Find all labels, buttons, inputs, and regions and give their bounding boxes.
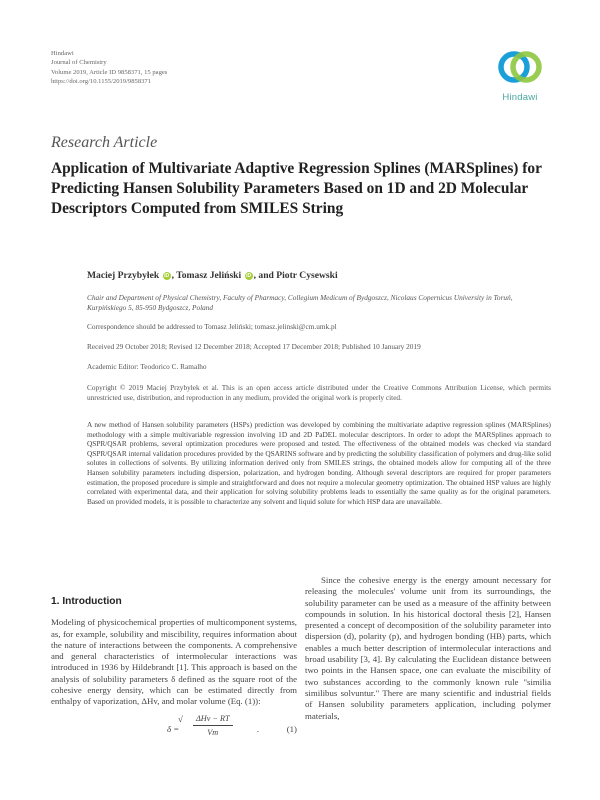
right-column [305, 575, 551, 722]
author-list [87, 270, 338, 281]
left-column [51, 596, 297, 748]
copyright-notice: Copyright © 2019 Maciej Przybyłek et al. This is an open access article distributed under the Creative Commons Attribution License, which permits unrestricted use, distribution, and reproduction in any medium, provided the original work is properly cited. [87, 383, 551, 403]
author-name[interactable]: Maciej Przybyłek [87, 270, 160, 281]
equation-numerator: ΔHv − RT [193, 713, 233, 726]
hindawi-rings-icon [496, 47, 544, 87]
orcid-icon[interactable]: iD [246, 273, 252, 279]
equation-lhs: δ = [167, 723, 180, 734]
author-name[interactable]: Piotr Cysewski [276, 270, 338, 281]
equation-fraction [193, 713, 233, 739]
hindawi-logo [496, 47, 544, 105]
affiliation: Chair and Department of Physical Chemistry, Faculty of Pharmacy, Collegium Medicum of Bydgoszcz, Nicolaus Copernicus University in Toruń, Kurpińskiego 5, 85-950 Bydgoszcz, Poland [87, 293, 513, 313]
academic-editor: Academic Editor: Teodorico C. Ramalho [87, 362, 207, 371]
doi-link[interactable]: https://doi.org/10.1155/2019/9858371 [51, 77, 152, 85]
equation-number: (1) [286, 723, 297, 734]
journal-name: Journal of Chemistry [51, 59, 107, 67]
correspondence: Correspondence should be addressed to Tomasz Jeliński; tomasz.jelinski@cm.umk.pl [87, 322, 337, 331]
volume-info: Volume 2019, Article ID 9858371, 15 pages [51, 68, 168, 76]
equation-punctuation: . [257, 723, 260, 734]
publication-dates: Received 29 October 2018; Revised 12 December 2018; Accepted 17 December 2018; Published 10 January 2019 [87, 342, 421, 351]
author-separator: , [171, 270, 177, 281]
article-title: Application of Multivariate Adaptive Regression Splines (MARSplines) for Predicting Hansen Solubility Parameters Based on 1D and 2D Molecular Descriptors Computed from SMILES String [51, 160, 542, 218]
sqrt-symbol: √ [178, 713, 183, 724]
equation-1 [51, 712, 297, 748]
journal-meta [51, 49, 167, 86]
article-type: Research Article [51, 134, 158, 151]
abstract: A new method of Hansen solubility parameters (HSPs) prediction was developed by combining the multivariate adaptive regression splines (MARSplines) methodology with a simple multivariable regression involving 1D and 2D PaDEL molecular descriptors. In order to adopt the MARSplines approach to QSPR/QSAR problems, several optimization procedures were proposed and tested. The effectiveness of the obtained models was checked via standard QSPR/QSAR internal validation procedures provided by the QSARINS software and by predicting the solubility classification of polymers and drug-like solid solutes in collections of solvents. By utilizing information derived only from SMILES strings, the obtained models allow for computing all of the three Hansen solubility parameters including dispersion, polarization, and hydrogen bonding. Although several descriptors are required for proper parameters estimation, the proposed procedure is simple and straightforward and does not require a molecular geometry optimization. The obtained HSP values are highly correlated with experimental data, and their application for solving solubility problems leads to essentially the same quality as for the original parameters. Based on provided models, it is possible to characterize any solvent and liquid solute for which HSP data are unavailable. [87, 420, 551, 506]
intro-paragraph-left: Modeling of physicochemical properties of multicomponent systems, as, for example, solubility and miscibility, requires information about the nature of interactions between the components. A comprehensive and general characteristics of intermolecular interactions was introduced in 1936 by Hildebrandt [1]. This approach is based on the analysis of solubility parameters δ defined as the square root of the cohesive energy density, which can be estimated directly from enthalpy of vaporization, ΔHv, and molar volume (Eq. (1)): [51, 617, 297, 707]
author-separator: , and [253, 270, 277, 281]
publisher-name: Hindawi [51, 50, 74, 57]
section-heading: 1. Introduction [51, 596, 122, 607]
equation-denominator: Vm [207, 727, 219, 737]
intro-paragraph-right: Since the cohesive energy is the energy amount necessary for releasing the molecules' volume unit from its surroundings, the solubility parameter can be used as a measure of the affinity between compounds in solution. In his historical doctoral thesis [2], Hansen presented a concept of decomposition of the solubility parameter into dispersion (d), polarity (p), and hydrogen bonding (HB) parts, which enables a much better description of intermolecular interactions and broad usability [3, 4]. By calculating the Euclidean distance between two points in the Hansen space, one can evaluate the miscibility of two substances according to the commonly known rule "similia similibus solvuntur." There are many scientific and industrial fields of Hansen solubility parameters application, including polymer materials, [305, 575, 551, 721]
logo-text: Hindawi [502, 92, 538, 103]
orcid-icon[interactable]: iD [164, 273, 170, 279]
author-name[interactable]: Tomasz Jeliński [176, 270, 242, 281]
